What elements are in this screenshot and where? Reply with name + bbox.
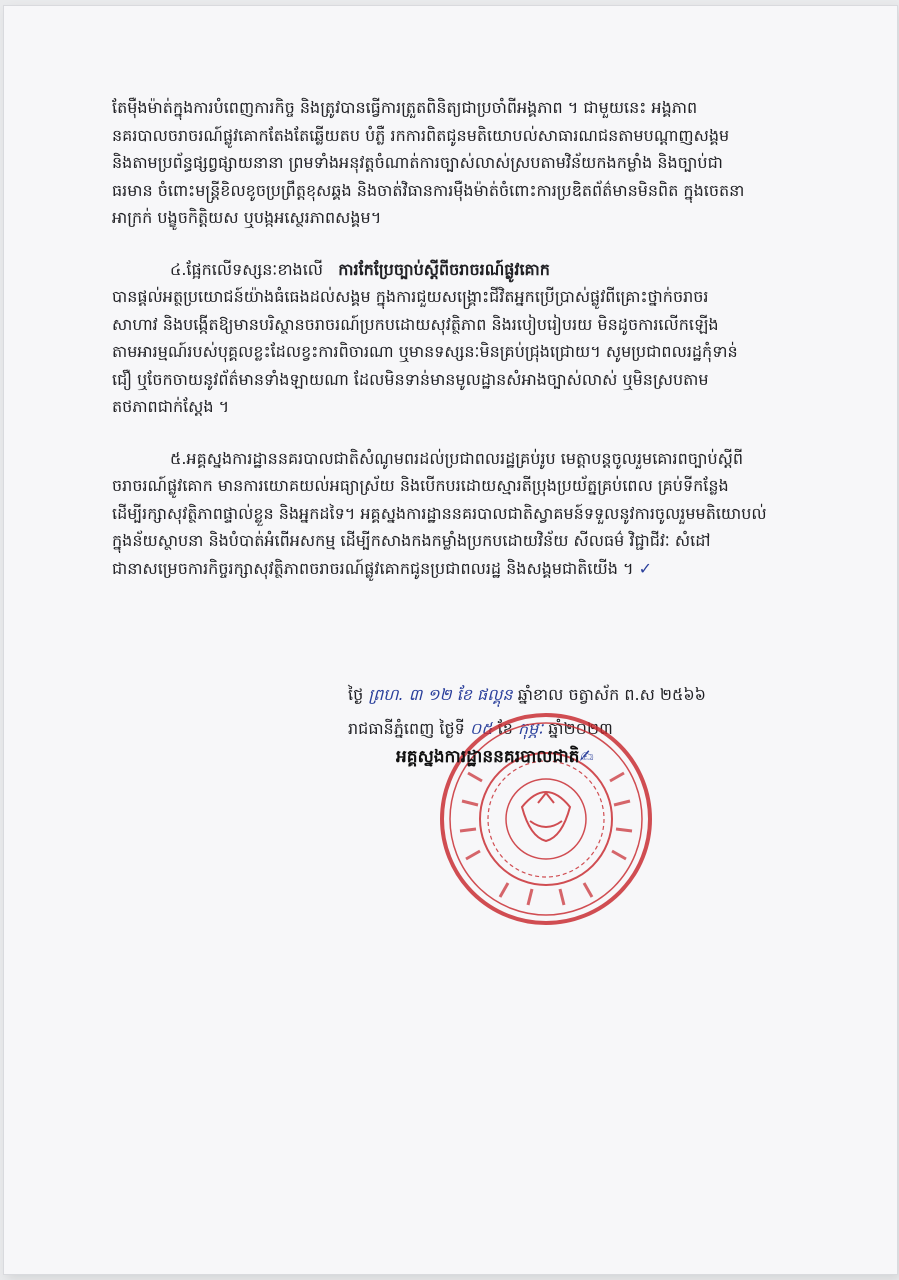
month-prefix: ខែ [497, 719, 513, 738]
paragraph-4-heading-line [112, 256, 802, 284]
paragraph-4 [112, 256, 802, 421]
month-handwritten: កុម្ភៈ [517, 719, 544, 738]
text-line: ធរមាន ចំពោះមន្ត្រីខិលខូចប្រព្រឹត្តខុសឆ្គង និងចាត់វិធានការម៉ឺងម៉ាត់ចំពោះការប្រឌិតព័ត៌មានមិនពិត ក្នុងចេតនា [112, 180, 745, 200]
paragraph-4-lead: ៤.ផ្អែកលើទស្សនៈខាងលើ [170, 259, 324, 279]
document-page [4, 6, 897, 1274]
signatory-title-text: អគ្គស្នងការដ្ឋាននគរបាលជាតិ [396, 747, 580, 767]
text-line: អាក្រក់ បង្ខូចកិត្តិយស ឬបង្កអស្ថេរភាពសង្គម។ [112, 208, 382, 227]
document-body [112, 94, 802, 606]
text-line: ចរាចរណ៍ផ្លូវគោក មានការយោគយល់អធ្យាស្រ័យ និងបើកបរដោយស្មារតីប្រុងប្រយ័ត្នគ្រប់ពេល គ្រប់ទីកន្លែង [112, 476, 729, 495]
lunar-date-line [348, 678, 706, 712]
closing-line-text: ជានាសម្រេចការកិច្ចរក្សាសុវត្ថិភាពចរាចរណ៍ផ្លូវគោកជូនប្រជាពលរដ្ឋ និងសង្គមជាតិយើង ។ [112, 558, 634, 578]
text-line: តថភាពជាក់ស្តែង ។ [112, 397, 230, 416]
official-seal-icon [438, 711, 654, 927]
text-line: និងតាមប្រព័ន្ធផ្សព្វផ្សាយនានា ព្រមទាំងអនុវត្តចំណាត់ការច្បាស់លាស់ស្របតាមវិន័យកងកម្លាំង និងច្បាប់ជា [112, 153, 723, 172]
text-line: ជឿ ឬចែកចាយនូវព័ត៌មានទាំងឡាយណា ដែលមិនទាន់មានមូលដ្ឋានសំអាងច្បាស់លាស់ ឬមិនស្របតាម [112, 369, 709, 389]
paragraph-5 [112, 445, 802, 583]
lunar-date-prefix: ថ្ងៃ [348, 685, 364, 704]
lunar-date-handwritten: ព្រហ. ៣ ១២ ខែ ផល្គុន [368, 685, 513, 704]
text-line: ក្នុងន័យស្ថាបនា និងបំបាត់អំពើអសកម្ម ដើម្បីកសាងកងកម្លាំងប្រកបដោយវិន័យ សីលធម៌ វិជ្ជាជីវៈ សំដៅ [112, 531, 711, 550]
lunar-date-suffix: ឆ្នាំខាល ចត្វាស័ក ព.ស ២៥៦៦ [517, 685, 706, 704]
text-line: តាមអារម្មណ៍របស់បុគ្គលខ្លះដែលខ្វះការពិចារណា ឬមានទស្សនៈមិនគ្រប់ជ្រុងជ្រោយ។ សូមប្រជាពលរដ្ឋកុំទាន់ [112, 342, 738, 361]
signature-mark-icon: ✍ [579, 747, 594, 767]
year-suffix: ឆ្នាំ២០២៣ [548, 719, 613, 738]
signatory-title [396, 746, 594, 771]
paragraph-continuation [112, 94, 802, 232]
initials-mark-icon: ✓ [638, 558, 652, 578]
text-line [112, 555, 802, 583]
text-line: ដើម្បីរក្សាសុវត្ថិភាពផ្ទាល់ខ្លួន និងអ្នកដទៃ។ អគ្គស្នងការដ្ឋាននគរបាលជាតិស្វាគមន៍ទទួលនូវការចូលរួមមតិយោបល់ [112, 503, 767, 523]
text-line: បានផ្តល់អត្ថប្រយោជន៍យ៉ាងធំធេងដល់សង្គម ក្នុងការជួយសង្គ្រោះជីវិតអ្នកប្រើប្រាស់ផ្លូវពីគ្រោះថ្នាក់ចរាចរ [112, 287, 709, 306]
text-line: សាហាវ និងបង្កើតឱ្យមានបរិស្ថានចរាចរណ៍ប្រកបដោយសុវត្ថិភាព និងរបៀបរៀបរយ មិនដូចការលើកឡើង [112, 314, 719, 334]
text-line: ៥.អគ្គស្នងការដ្ឋាននគរបាលជាតិសំណូមពរដល់ប្រជាពលរដ្ឋគ្រប់រូប មេត្តាបន្តចូលរួមគោរពច្បាប់ស្តីពី [170, 448, 744, 468]
city-prefix: រាជធានីភ្នំពេញ ថ្ងៃទី [348, 719, 465, 738]
text-line: តែម៉ឺងម៉ាត់ក្នុងការបំពេញការកិច្ច និងត្រូវបានធ្វើការត្រួតពិនិត្យជាប្រចាំពីអង្គភាព ។ ជាមួយនេះ អង្គភាព [112, 98, 698, 117]
text-line: នគរបាលចរាចរណ៍ផ្លូវគោកតែងតែឆ្លើយតប បំភ្លឺ រកការពិតជូនមតិយោបល់សាធារណជនតាមបណ្តាញសង្គម [112, 125, 730, 145]
day-handwritten: ០៥ [469, 719, 493, 738]
paragraph-4-bold-phrase: ការកែប្រែច្បាប់ស្តីពីចរាចរណ៍ផ្លូវគោក [338, 259, 550, 279]
